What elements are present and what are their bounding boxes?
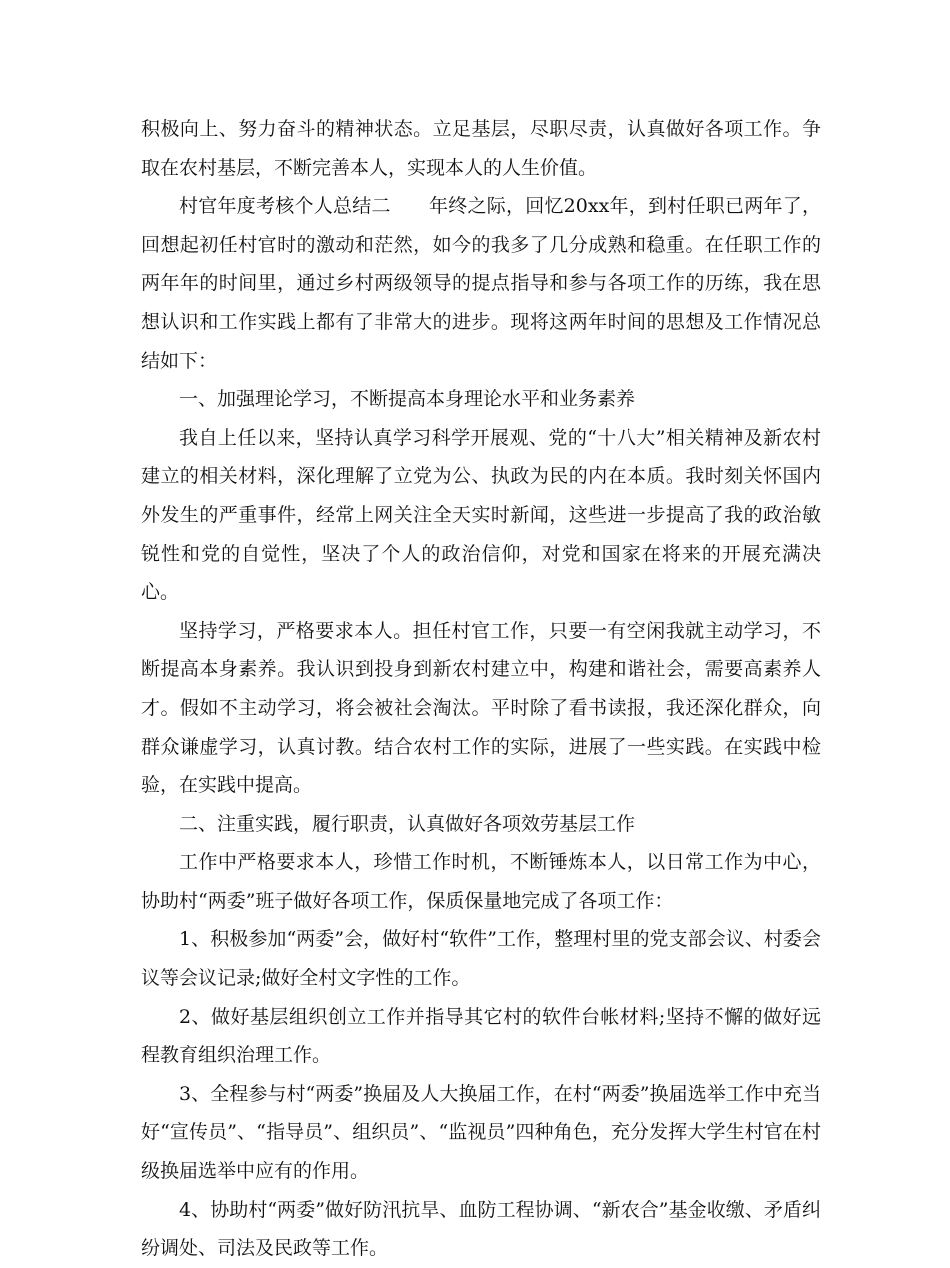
section-heading-2-text: 二、注重实践，履行职责，认真做好各项效劳基层工作 — [179, 812, 636, 835]
paragraph-5 — [141, 843, 821, 920]
list-item-4-text: 4、协助村“两委”做好防汛抗旱、血防工程协调、“新农合”基金收缴、矛盾纠纷调处、司法及民政等工作。 — [141, 1198, 821, 1260]
paragraph-4-text: 坚持学习，严格要求本人。担任村官工作，只要一有空闲我就主动学习，不断提高本身素养。我认识到投身到新农村建立中，构建和谐社会，需要高素养人才。假如不主动学习，将会被社会淘汰。平时除了看书读报，我还深化群众，向群众谦虚学习，认真讨教。结合农村工作的实际，进展了一些实践。在实践中检验，在实践中提高。 — [141, 619, 821, 797]
section-heading-summary-two: 村官年度考核个人总结二 — [179, 195, 391, 218]
section-heading-1-text: 一、加强理论学习，不断提高本身理论水平和业务素养 — [179, 388, 636, 411]
paragraph-5-text: 工作中严格要求本人，珍惜工作时机，不断锤炼本人，以日常工作为中心，协助村“两委”班子做好各项工作，保质保量地完成了各项工作： — [141, 851, 821, 912]
list-item-2-text: 2、做好基层组织创立工作并指导其它村的软件台帐材料;坚持不懈的做好远程教育组织治理工作。 — [141, 1005, 821, 1067]
paragraph-2 — [141, 187, 821, 380]
paragraph-2-text: 年终之际，回忆20xx年，到村任职已两年了，回想起初任村官时的激动和茫然，如今的我多了几分成熟和稳重。在任职工作的两年年的时间里，通过乡村两级领导的提点指导和参与各项工作的历练，我在思想认识和工作实践上都有了非常大的进步。现将这两年时间的思想及工作情况总结如下： — [141, 195, 821, 372]
list-item-3-text: 3、全程参与村“两委”换届及人大换届工作，在村“两委”换届选举工作中充当好“宣传员”、“指导员”、组织员”、“监视员”四种角色，充分发挥大学生村官在村级换届选举中应有的作用。 — [141, 1082, 821, 1183]
document-body — [141, 110, 821, 1268]
list-item-1-text: 1、积极参加“两委”会，做好村“软件”工作，整理村里的党支部会议、村委会议等会议记录;做好全村文字性的工作。 — [141, 928, 821, 990]
list-item-3 — [141, 1075, 821, 1191]
list-item-1 — [141, 920, 821, 997]
paragraph-3-text: 我自上任以来，坚持认真学习科学开展观、党的“十八大”相关精神及新农村建立的相关材料，深化理解了立党为公、执政为民的内在本质。我时刻关怀国内外发生的严重事件，经常上网关注全天实时新闻，这些进一步提高了我的政治敏锐性和党的自觉性，坚决了个人的政治信仰，对党和国家在将来的开展充满决心。 — [141, 426, 821, 604]
paragraph-3 — [141, 419, 821, 612]
list-item-4 — [141, 1191, 821, 1268]
section-heading-2 — [141, 805, 821, 844]
paragraph-1 — [141, 110, 821, 187]
section-heading-1 — [141, 380, 821, 419]
list-item-2 — [141, 998, 821, 1075]
paragraph-4 — [141, 612, 821, 805]
paragraph-1-text: 积极向上、努力奋斗的精神状态。立足基层，尽职尽责，认真做好各项工作。争取在农村基层，不断完善本人，实现本人的人生价值。 — [141, 118, 821, 179]
